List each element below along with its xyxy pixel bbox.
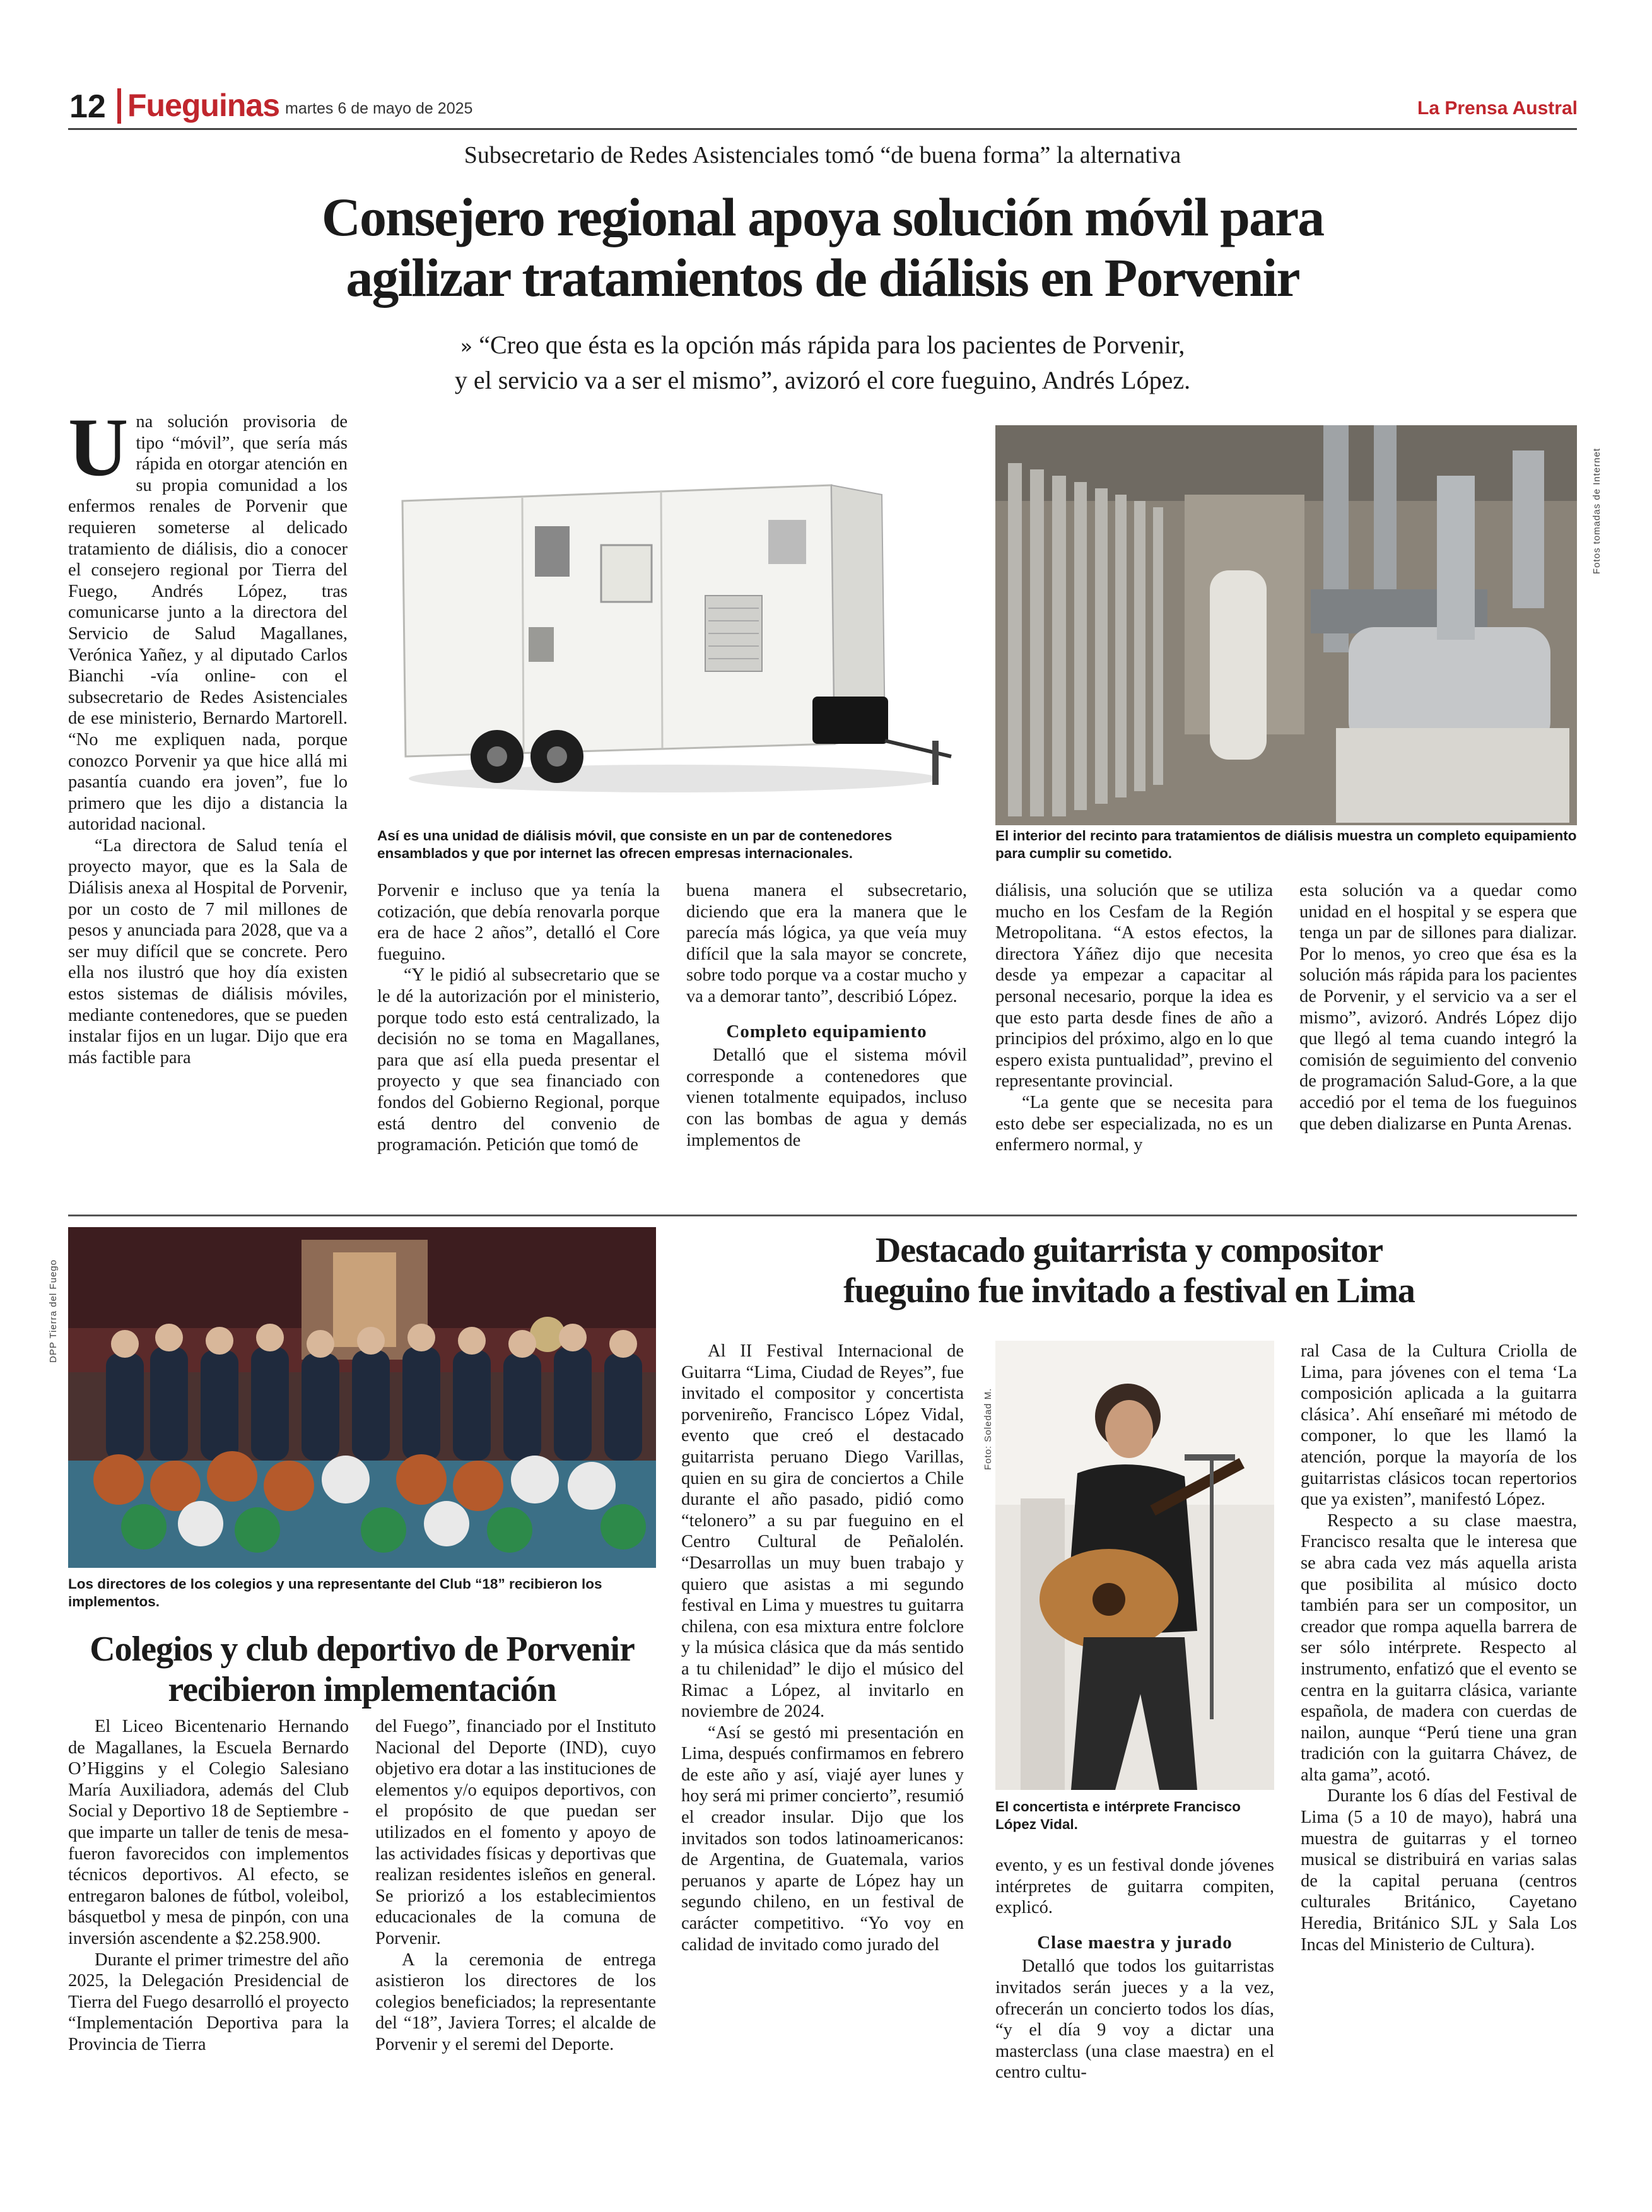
section-name: Fueguinas	[127, 88, 280, 123]
guitar-headline-line1: Destacado guitarrista y compositor	[875, 1231, 1383, 1270]
main-headline	[68, 187, 1577, 308]
guitar-col3-p1: ral Casa de la Cultura Criolla de Lima, para jóvenes con el tema ‘La composición aplicada a la guitarra clásica’. Ahí enseñaré mi método de componer, lo que les llamó la atención, porque la mayoría de los guitarristas clásicos tocan repertorios que ya existen”, manifestó López.	[1301, 1341, 1577, 1510]
sports-col2-p2: A la ceremonia de entrega asistieron los directores de los colegios beneficiados; la representante del “18”, Javiera Torres; el alcalde de Porvenir y el seremi del Deporte.	[375, 1950, 656, 2054]
main-col5-p1: esta solución va a quedar como unidad en el hospital y se espera que tenga un par de sillones para dializar. Por lo menos, yo creo que ésa es la solución más rápida para los pacientes de Porvenir, y el servicio va a ser el mismo”, avizoró. Andrés López dijo que llegó al tema cuando integró la comisión de seguimiento del convenio de programación Salud-Gore, a la que accedió por el tema de los fueguinos que deben dializarse en Punta Arenas.	[1299, 881, 1577, 1134]
guitar-column-2	[995, 1855, 1274, 2083]
sports-headline	[68, 1629, 656, 1710]
main-deck	[68, 328, 1577, 397]
dialysis-trailer-photo	[377, 425, 976, 825]
trailer-caption: Así es una unidad de diálisis móvil, que consiste en un par de contenedores ensamblados y que por internet las ofrecen empresas internacionales.	[377, 828, 893, 861]
guitar-column-3	[1301, 1341, 1577, 1955]
sports-col1-p2: Durante el primer trimestre del año 2025, la Delegación Presidencial de Tierra del Fuego desarrolló el proyecto “Implementación Deportiva para la Provincia de Tierra	[68, 1950, 349, 2054]
main-deck-line2: y el servicio va a ser el mismo”, avizoró el core fueguino, Andrés López.	[454, 366, 1191, 394]
sports-col2-p1: del Fuego”, financiado por el Instituto Nacional del Deporte (IND), cuyo objetivo era dotar a las instituciones de elementos y/o equipos deportivos, con el propósito de que puedan ser utilizados en el fomento y apoyo de las actividades físicas y deportivas que realizan residentes isleños en general. Se priorizó a los establecimientos educacionales de la comuna de Porvenir.	[375, 1717, 656, 1948]
page-number: 12	[69, 88, 106, 125]
guitar-col1-p2: “Así se gestó mi presentación en Lima, después confirmamos en febrero de este año y así, viajé ayer lunes y hoy será mi primer concierto”, resumió el creador insular. Dijo que los invitados son todos latinoamericanos: de Argentina, de Guatemala, varios peruanos y aparte de López hay un segundo chileno, en un festival de carácter competitivo. “Yo voy en calidad de invitado como jurado del	[681, 1722, 964, 1955]
header-divider	[117, 88, 121, 124]
section-rule	[68, 1215, 1577, 1216]
guitar-photo-credit: Foto: Soledad M.	[983, 1387, 993, 1470]
deck-arrow-icon: »	[460, 334, 473, 358]
main-col1-lead: na solución provisoria de tipo “móvil”, que sería más rápida en otorgar atención en su propia comunidad a los enfermos renales de Porvenir que requieren someterse al delicado tratamiento de diálisis, dio a conocer el consejero regional por Tierra del Fuego, Andrés López, tras comunicarse junto a la directora del Servicio de Salud Magallanes, Verónica Yañez, y al diputado Carlos Bianchi -vía online- con el subsecretario de Redes Asistenciales de ese ministerio, Bernardo Martorell. “No me expliquen nada, porque conozco Porvenir ya que hice allá mi pasantía cuando era joven”, fue lo primero que les dijo a distancia la autoridad nacional.	[68, 412, 348, 835]
main-column-2	[377, 880, 660, 1156]
newspaper-name: La Prensa Austral	[1417, 98, 1578, 119]
sports-photo-credit: DPP Tierra del Fuego	[48, 1259, 59, 1363]
main-column-3	[686, 880, 967, 1151]
interior-caption: El interior del recinto para tratamientos de diálisis muestra un completo equipamiento para cumplir su cometido.	[995, 828, 1577, 861]
main-subhead: Completo equipamiento	[726, 1021, 927, 1042]
sports-group-photo	[68, 1227, 656, 1568]
main-col1-p2: “La directora de Salud tenía el proyecto mayor, que es la Sala de Diálisis anexa al Hospital de Porvenir, por un costo de 7 mil millones de pesos y anunciada para 2028, que va a ser muy difícil que se concrete. Pero ella nos ilustró que hoy día existen estos sistemas de diálisis móviles, mediante contenedores, que se pueden instalar fijos en un lugar. Dijo que era más factible para	[68, 835, 348, 1068]
guitarist-photo	[995, 1341, 1274, 1790]
guitar-col3-p2: Respecto a su clase maestra, Francisco resalta que le interesa que se abra cada vez más aquella arista que posibilita al músico docto también para ser un compositor, un creador que rompa aquella barrera de ser sólo intérprete. Respecto al instrumento, enfatizó que el evento se centra en la guitarra clásica, variante española, de madera con cuerdas de nailon, aunque “Perú tiene una gran tradición con la guitarra Chávez, de alta gama”, acotó.	[1301, 1510, 1577, 1785]
guitar-col3-p3: Durante los 6 días del Festival de Lima (5 a 10 de mayo), habrá una muestra de guitarras y el torneo musical se distribuirá en varias salas de la capital peruana (centros culturales Británico, Cayetano Heredia, Británico SJL y Sala Los Incas del Ministerio de Cultura).	[1301, 1786, 1577, 1955]
guitar-caption: El concertista e intérprete Francisco López Vidal.	[995, 1799, 1241, 1832]
guitar-headline-line2: fueguino fue invitado a festival en Lima	[843, 1271, 1415, 1310]
guitar-column-1	[681, 1341, 964, 1955]
main-col3-p1: buena manera el subsecretario, diciendo que era la manera que le parecía más lógica, ya que veía muy difícil que la sala mayor se concrete, sobre todo porque va a costar mucho y va a demorar tanto”, describió López.	[686, 881, 967, 1006]
sports-headline-line1: Colegios y club deportivo de Porvenir	[90, 1630, 635, 1669]
dialysis-interior-photo	[995, 425, 1577, 825]
main-headline-line1: Consejero regional apoya solución móvil para	[321, 187, 1324, 247]
guitar-col2-p1: evento, y es un festival donde jóvenes intérpretes de guitarra compiten, explicó.	[995, 1856, 1274, 1918]
sports-col1-p1: El Liceo Bicentenario Hernando de Magallanes, la Escuela Bernardo O’Higgins y el Colegio Salesiano María Auxiliadora, además del Club Social y Deportivo 18 de Septiembre -que imparte un taller de tenis de mesa- fueron favorecidos con implementos técnicos deportivos. Al efecto, se entregaron balones de fútbol, voleibol, básquetbol y mesa de pinpón, con una inversión ascendente a $2.258.900.	[68, 1717, 349, 1948]
guitar-subhead: Clase maestra y jurado	[1037, 1932, 1233, 1953]
main-col2-p2: “Y le pidió al subsecretario que se le dé la autorización por el ministerio, porque todo esto está centralizado, la decisión no se toma en Magallanes, para que así ella pueda presentar el proyecto y que sea financiado con fondos del Gobierno Regional, porque está dentro del convenio de programación. Petición que tomó de	[377, 965, 660, 1155]
drop-cap: U	[68, 401, 129, 493]
main-deck-line1: “Creo que ésta es la opción más rápida para los pacientes de Porvenir,	[479, 331, 1185, 359]
sports-column-1	[68, 1716, 349, 2056]
sports-caption: Los directores de los colegios y una representante del Club “18” recibieron los implementos.	[68, 1576, 602, 1609]
sports-headline-line2: recibieron implementación	[168, 1670, 556, 1709]
main-col2-p1: Porvenir e incluso que ya tenía la cotización, que debía renovarla porque era de hace 2 años”, detalló el Core fueguino.	[377, 881, 660, 964]
header-date: martes 6 de mayo de 2025	[285, 100, 473, 117]
main-headline-line2: agilizar tratamientos de diálisis en Porvenir	[346, 247, 1299, 308]
header-rule	[68, 128, 1577, 130]
main-kicker: Subsecretario de Redes Asistenciales tomó “de buena forma” la alternativa	[464, 142, 1181, 168]
main-column-1	[68, 401, 348, 1068]
main-col3-p2: Detalló que el sistema móvil corresponde a contenedores que vienen totalmente equipados, incluso con las bombas de agua y demás implementos de	[686, 1045, 967, 1150]
main-col4-p1: diálisis, una solución que se utiliza mucho en los Cesfam de la Región Metropolitana. “A estos efectos, la directora Yáñez dijo que necesita desde ya empezar a capacitar al personal necesario, porque la idea es que esto parta desde fines de año a principios del próximo, algo en lo que espero exista puntualidad”, previno el representante provincial.	[995, 881, 1273, 1091]
guitar-col2-p2: Detalló que todos los guitarristas invitados serán jueces y a la vez, ofrecerán un concierto todos los días, “y el día 9 voy a dictar una masterclass (una clase maestra) en el centro cultu-	[995, 1956, 1274, 2083]
main-photo-credit: Fotos tomadas de Internet	[1591, 447, 1602, 574]
main-column-4	[995, 880, 1273, 1156]
guitar-headline	[681, 1230, 1577, 1311]
main-col4-p2: “La gente que se necesita para esto debe ser especializada, no es un enfermero normal, y	[995, 1092, 1273, 1155]
main-column-5	[1299, 880, 1577, 1134]
guitar-col1-p1: Al II Festival Internacional de Guitarra “Lima, Ciudad de Reyes”, fue invitado el compositor y concertista porvenireño, Francisco López Vidal, evento que creó el destacado guitarrista peruano Diego Varillas, quien en su gira de conciertos a Chile durante el año pasado, pidió como “telonero” a su par fueguino en el Centro Cultural de Peñalolén. “Desarrollas un muy buen trabajo y quiero que asistas a mi segundo festival en Lima y muestres tu guitarra chilena, con esa mixtura entre folclore y la música clásica que da más sentido a tu chilenidad” le dijo el músico del Rimac a López, al invitarlo en noviembre de 2024.	[681, 1341, 964, 1722]
sports-column-2	[375, 1716, 656, 2056]
